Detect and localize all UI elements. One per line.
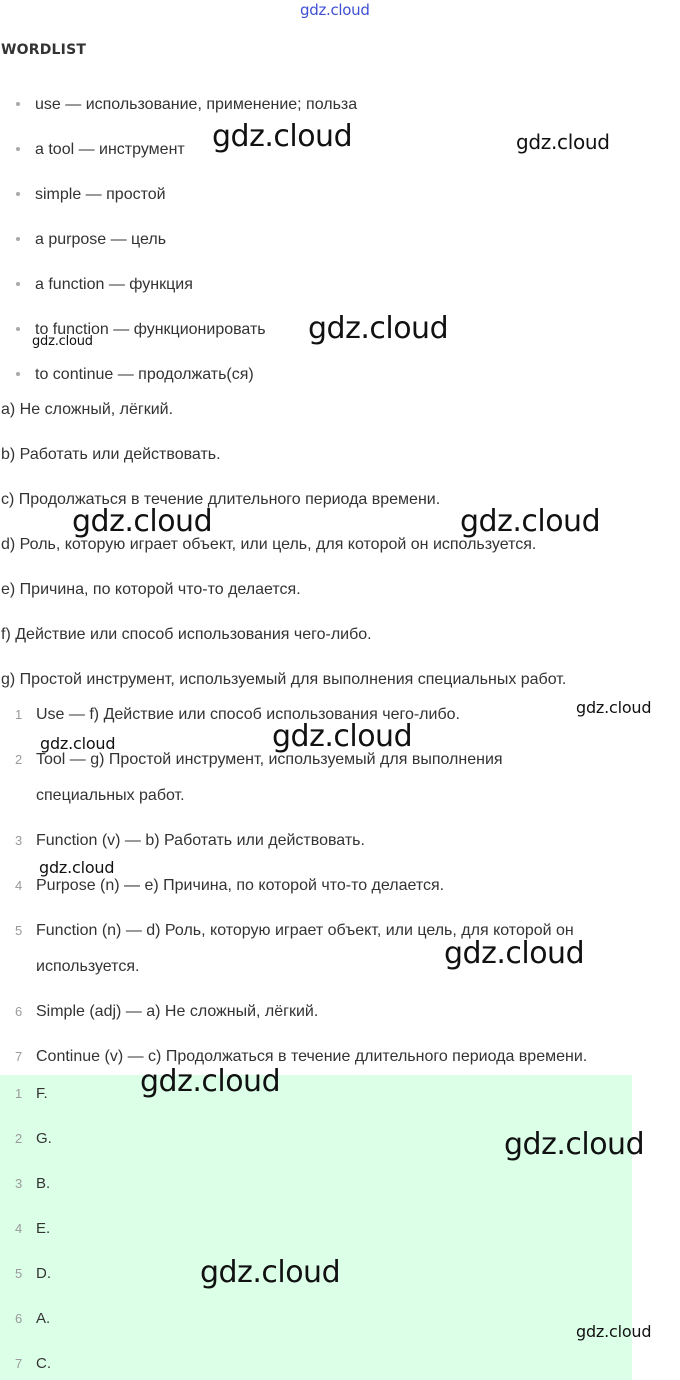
match-text: Use — f) Действие или способ использования чего-либо.	[36, 706, 460, 723]
answer-number: 1	[15, 1086, 23, 1101]
watermark: gdz.cloud	[40, 734, 116, 753]
wordlist-item-text: to function — функционировать	[35, 321, 266, 338]
watermark: gdz.cloud	[32, 334, 93, 349]
definition-item: b) Работать или действовать.	[1, 446, 221, 463]
answer-number: 5	[15, 1266, 23, 1281]
match-text: Tool — g) Простой инструмент, используемый для выполнения специальных работ.	[36, 751, 503, 804]
answer-text: F.	[36, 1085, 48, 1102]
wordlist-item-text: a purpose — цель	[35, 231, 167, 248]
watermark: gdz.cloud	[516, 130, 610, 154]
watermark: gdz.cloud	[272, 719, 413, 754]
definition-item: c) Продолжаться в течение длительного периода времени.	[1, 491, 441, 508]
match-number: 2	[15, 752, 23, 767]
answer-number: 7	[15, 1356, 23, 1371]
match-number: 7	[15, 1049, 23, 1064]
wordlist-item	[16, 141, 185, 159]
bullet-dot	[16, 237, 20, 241]
bullet-dot	[16, 327, 20, 331]
answer-number: 2	[15, 1131, 23, 1146]
answer-item	[15, 1085, 48, 1102]
definition-item: f) Действие или способ использования чего-либо.	[1, 626, 372, 643]
answer-text: G.	[36, 1130, 52, 1147]
answer-item	[15, 1265, 51, 1282]
watermark: gdz.cloud	[39, 858, 115, 877]
definition-item: g) Простой инструмент, используемый для выполнения специальных работ.	[1, 671, 567, 688]
watermark: gdz.cloud	[576, 698, 652, 717]
wordlist-item-text: to continue — продолжать(ся)	[35, 366, 254, 383]
answer-text: B.	[36, 1175, 51, 1192]
watermark: gdz.cloud	[460, 504, 601, 539]
definition-item: a) Не сложный, лёгкий.	[1, 401, 174, 418]
match-number: 1	[15, 707, 23, 722]
watermark: gdz.cloud	[200, 1255, 341, 1290]
bullet-dot	[16, 372, 20, 376]
match-text: Continue (v) — c) Продолжаться в течение длительного периода времени.	[36, 1048, 588, 1065]
answer-text: E.	[36, 1220, 51, 1237]
answer-item	[15, 1355, 51, 1372]
bullet-dot	[16, 192, 20, 196]
wordlist-item	[16, 186, 166, 204]
answer-item	[15, 1310, 50, 1327]
watermark: gdz.cloud	[72, 504, 213, 539]
definition-item: e) Причина, по которой что-то делается.	[1, 581, 301, 598]
watermark: gdz.cloud	[444, 936, 585, 971]
wordlist-item	[16, 96, 357, 114]
wordlist-item-text: a tool — инструмент	[35, 141, 185, 158]
answer-text: C.	[36, 1355, 51, 1372]
definition-item: d) Роль, которую играет объект, или цель, для которой он используется.	[1, 536, 537, 553]
match-number: 4	[15, 878, 23, 893]
match-number: 5	[15, 923, 23, 938]
match-text: Purpose (n) — e) Причина, по которой что-то делается.	[36, 877, 445, 894]
match-number: 6	[15, 1004, 23, 1019]
answer-number: 4	[15, 1221, 23, 1236]
match-item	[15, 994, 675, 1030]
answer-number: 6	[15, 1311, 23, 1326]
match-text: Function (v) — b) Работать или действовать.	[36, 832, 365, 849]
match-item	[15, 823, 675, 859]
watermark: gdz.cloud	[308, 311, 449, 346]
match-text: Function (n) — d) Роль, которую играет объект, или цель, для которой он используется.	[36, 922, 574, 975]
wordlist-item	[16, 231, 166, 249]
wordlist-item	[16, 366, 254, 384]
bullet-dot	[16, 147, 20, 151]
bullet-dot	[16, 102, 20, 106]
wordlist-item-text: use — использование, применение; польза	[35, 96, 358, 113]
answer-text: D.	[36, 1265, 51, 1282]
match-text: Simple (adj) — a) Не сложный, лёгкий.	[36, 1003, 319, 1020]
watermark: gdz.cloud	[212, 119, 353, 154]
answer-box	[0, 1075, 632, 1380]
wordlist-item-text: simple — простой	[35, 186, 166, 203]
match-number: 3	[15, 833, 23, 848]
wordlist-item-text: a function — функция	[35, 276, 193, 293]
answer-item	[15, 1220, 50, 1237]
answer-item	[15, 1130, 52, 1147]
bullet-dot	[16, 282, 20, 286]
watermark: gdz.cloud	[576, 1322, 652, 1341]
site-logo[interactable]: gdz.cloud	[300, 1, 370, 19]
answer-number: 3	[15, 1176, 23, 1191]
answer-item	[15, 1175, 50, 1192]
watermark: gdz.cloud	[140, 1064, 281, 1099]
answer-text: A.	[36, 1310, 51, 1327]
watermark: gdz.cloud	[504, 1127, 645, 1162]
wordlist-item	[16, 276, 193, 294]
wordlist-heading: WORDLIST	[1, 42, 87, 58]
match-item	[15, 1039, 675, 1075]
